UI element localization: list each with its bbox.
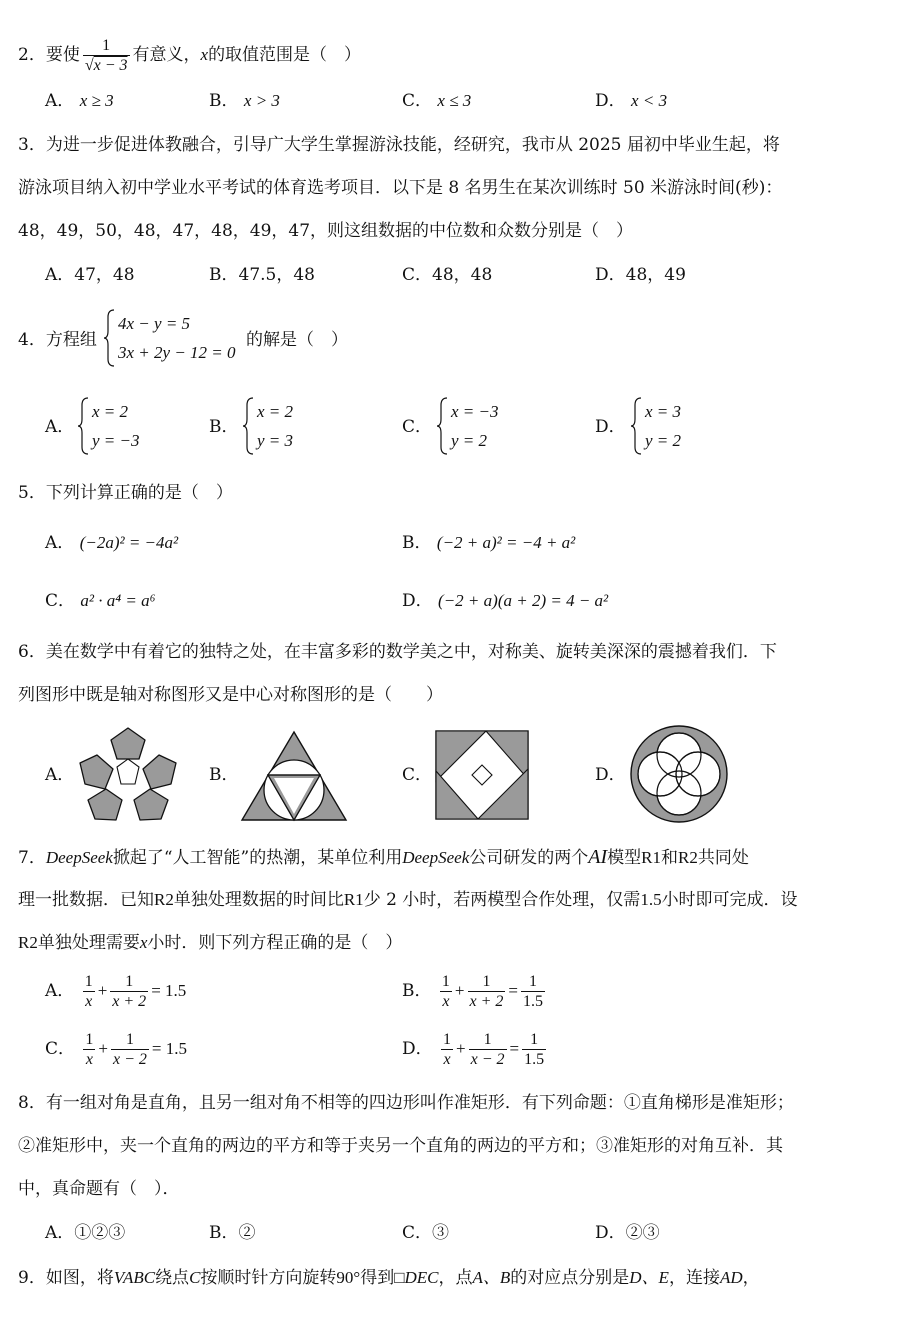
q4-option-c[interactable]: x = −3 y = 2	[437, 397, 527, 455]
q7-line-3: R2单独处理需要x小时．则下列方程正确的是（ ）	[18, 933, 403, 953]
q8-line-2: ②准矩形中，夹一个直角的两边的平方和等于夹另一个直角的两边的平方和；③准矩形的对角互补．其	[18, 1136, 783, 1156]
q9-line-1: 9．如图，将VABC绕点C按顺时针方向旋转90°得到□DEC，点A、B的对应点分别是D、E，连接AD，	[18, 1268, 760, 1288]
q2-option-a[interactable]: A． x ≥ 3	[45, 91, 114, 111]
brace-icon	[78, 397, 90, 455]
brace-icon	[104, 309, 116, 367]
q4-prefix: 4．方程组	[18, 330, 97, 350]
q5-stem: 5．下列计算正确的是（ ）	[18, 483, 233, 503]
triangle-circle-figure	[240, 730, 348, 822]
q2-option-c[interactable]: C． x ≤ 3	[402, 91, 472, 111]
q8-line-1: 8．有一组对角是直角，且另一组对角不相等的四边形叫作准矩形．有下列命题：①直角梯形是准矩形；	[18, 1093, 794, 1113]
brace-icon	[631, 397, 643, 455]
q6-line-2: 列图形中既是轴对称图形又是中心对称图形的是（ ）	[18, 685, 443, 705]
q8-option-c[interactable]: C．③	[402, 1223, 450, 1243]
q4-option-b[interactable]: x = 2 y = 3	[243, 397, 333, 455]
q7-option-c[interactable]: C． $\frac{1}{x}$ + $\frac{1}{x - 2}$ = 1.5	[45, 1031, 188, 1068]
q3-option-b[interactable]: B．47.5，48	[209, 265, 315, 285]
q4-option-d-label[interactable]: D．	[595, 417, 626, 437]
q3-line-1: 3．为进一步促进体教融合，引导广大学生掌握游泳技能，经研究，我市从 2025 届初中毕业生起，将	[18, 135, 780, 155]
q3-line-2: 游泳项目纳入初中学业水平考试的体育选考项目．以下是 8 名男生在某次训练时 50 米游泳时间(秒)：	[18, 178, 783, 198]
q8-option-a[interactable]: A．①②③	[45, 1223, 126, 1243]
q4-option-b-label[interactable]: B．	[209, 417, 239, 437]
q4-suffix: 的解是（ ）	[246, 330, 348, 350]
five-pentagons-figure	[76, 726, 180, 822]
q7-line-2: 理一批数据．已知R2单独处理数据的时间比R1少 2 小时，若两模型合作处理，仅需1.5小时即可完成．设	[18, 890, 798, 910]
q4-option-a[interactable]: x = 2 y = −3	[78, 397, 168, 455]
q7-option-a[interactable]: A． $\frac{1}{x}$ + $\frac{1}{x + 2}$ = 1.5	[45, 973, 187, 1010]
q5-option-d[interactable]: D． (−2 + a)(a + 2) = 4 − a²	[402, 591, 609, 611]
q7-option-b[interactable]: B． $\frac{1}{x}$ + $\frac{1}{x + 2}$ = $\frac{1}{1.5}$	[402, 973, 543, 1010]
pinwheel-square-figure	[434, 729, 530, 821]
q6-option-b-label[interactable]: B．	[209, 765, 239, 785]
q2-stem: 2．要使 $\frac{1}{√x - 3}$ 有意义，x的取值范围是（ ）	[18, 37, 362, 74]
brace-icon	[243, 397, 255, 455]
q2-option-b[interactable]: B． x > 3	[209, 91, 280, 111]
q7-line-1: 7．DeepSeek掀起了“人工智能”的热潮，某单位利用DeepSeek公司研发的两个AI模型R1和R2共同处	[18, 846, 749, 868]
q3-option-d[interactable]: D．48，49	[595, 265, 686, 285]
four-circles-figure	[626, 724, 732, 824]
q6-option-a-label[interactable]: A．	[45, 765, 75, 785]
q8-line-3: 中，真命题有（ ）．	[18, 1179, 180, 1199]
brace-icon	[437, 397, 449, 455]
q4-option-d[interactable]: x = 3 y = 2	[631, 397, 721, 455]
q3-option-c[interactable]: C．48，48	[402, 265, 493, 285]
q8-option-b[interactable]: B．②	[209, 1223, 256, 1243]
q3-line-3: 48，49，50，48，47，48，49，47，则这组数据的中位数和众数分别是（ ）	[18, 221, 634, 241]
q4-option-c-label[interactable]: C．	[402, 417, 433, 437]
q5-option-c[interactable]: C． a² · a⁴ = a⁶	[45, 591, 156, 611]
q4-system: 4x − y = 5 3x + 2y − 12 = 0	[104, 309, 244, 367]
q6-line-1: 6．美在数学中有着它的独特之处，在丰富多彩的数学美之中，对称美、旋转美深深的震撼着我们．下	[18, 642, 777, 662]
q3-option-a[interactable]: A．47，48	[45, 265, 135, 285]
q8-option-d[interactable]: D．②③	[595, 1223, 660, 1243]
q6-option-d-label[interactable]: D．	[595, 765, 626, 785]
q5-option-a[interactable]: A． (−2a)² = −4a²	[45, 533, 179, 553]
q5-option-b[interactable]: B． (−2 + a)² = −4 + a²	[402, 533, 576, 553]
q2-option-d[interactable]: D． x < 3	[595, 91, 668, 111]
q7-option-d[interactable]: D． $\frac{1}{x}$ + $\frac{1}{x - 2}$ = $\frac{1}{1.5}$	[402, 1031, 545, 1068]
q2-fraction: $\frac{1}{√x - 3}$	[84, 37, 128, 74]
q6-option-c-label[interactable]: C．	[402, 765, 433, 785]
q4-option-a-label[interactable]: A．	[45, 417, 75, 437]
